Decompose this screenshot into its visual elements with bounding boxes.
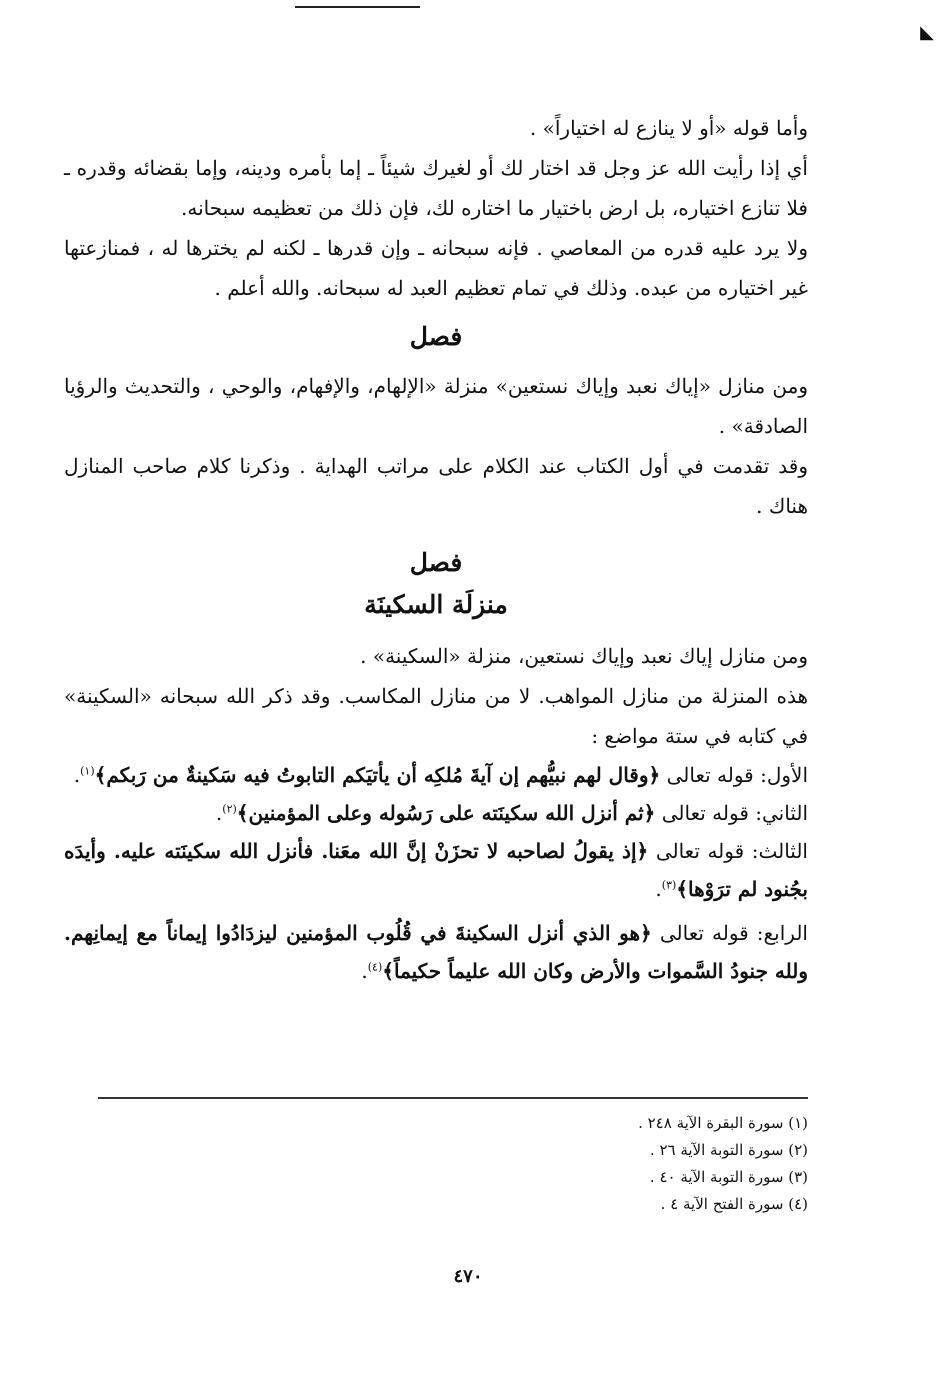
verse-intro: الرابع: قوله تعالى bbox=[651, 921, 808, 945]
footnote-ref: (٣) bbox=[661, 878, 677, 892]
verse-end: . bbox=[655, 877, 662, 901]
verse-quote: ﴿إذ يقولُ لصاحبه لا تحزَنْ إنَّ الله معَنا. فأنزل الله سكينَته عليه. وأيدَه بجُنود لم ترَوْها﴾ bbox=[64, 839, 808, 901]
top-rule bbox=[295, 6, 420, 8]
verse-item bbox=[64, 794, 808, 832]
paragraph: ولا يرد عليه قدره من المعاصي . فإنه سبحانه ـ وإن قدرها ـ لكنه لم يخترها له ، فمنازعتها غير اختياره من عبده. وذلك في تمام تعظيم العبد له سبحانه. والله أعلم . bbox=[64, 236, 808, 300]
verse-quote: ﴿ثم أنزل الله سكينَته على رَسُوله وعلى المؤمنين﴾ bbox=[236, 801, 656, 825]
verse-intro: الثاني: قوله تعالى bbox=[655, 801, 808, 825]
verse-intro: الأول: قوله تعالى bbox=[660, 763, 808, 787]
corner-mark: ◣ bbox=[920, 22, 934, 43]
paragraph: وقد تقدمت في أول الكتاب عند الكلام على مراتب الهداية . وذكرنا كلام صاحب المنازل هناك . bbox=[64, 454, 808, 518]
paragraph: وأما قوله «أو لا ينازع له اختياراً» . bbox=[529, 116, 808, 140]
page-number: ٤٧٠ bbox=[453, 1266, 483, 1287]
section-title: منزلَة السكينَة bbox=[364, 590, 508, 619]
footnote-item: (٣) سورة التوبة الآية ٤٠ . bbox=[649, 1168, 808, 1186]
verse-end: . bbox=[215, 801, 223, 825]
verse-quote: ﴿هو الذي أنزل السكينةَ في قُلُوب المؤمنين ليزدَادُوا إيماناً مع إيمانِهم. ولله جنودُ السَّموات والأرض وكان الله عليماً حكيماً﴾ bbox=[64, 921, 808, 983]
paragraph: هذه المنزلة من منازل المواهب. لا من منازل المكاسب. وقد ذكر الله سبحانه «السكينة» في كتابه في ستة مواضع : bbox=[64, 684, 808, 748]
verse-item bbox=[64, 914, 808, 990]
section-heading: فصل bbox=[409, 548, 463, 577]
verse-quote: ﴿وقال لهم نبيُّهم إن آيةَ مُلكِه أن يأتيَكم التابوتُ فيه سَكينةٌ من رَبكم﴾ bbox=[94, 763, 661, 787]
footnote-ref: (٢) bbox=[222, 802, 237, 816]
section-heading: فصل bbox=[409, 322, 463, 351]
paragraph: ومن منازل «إياك نعبد وإياك نستعين» منزلة «الإلهام، والإفهام، والوحي ، والتحديث والرؤيا الصادقة» . bbox=[64, 374, 808, 438]
footnote-separator bbox=[98, 1097, 808, 1099]
verse-item bbox=[64, 832, 808, 908]
paragraph: ومن منازل إياك نعبد وإياك نستعين، منزلة «السكينة» . bbox=[360, 644, 808, 668]
page-body bbox=[64, 108, 808, 990]
verse-intro: الثالث: قوله تعالى bbox=[648, 839, 808, 863]
footnote-item: (١) سورة البقرة الآية ٢٤٨ . bbox=[638, 1114, 808, 1132]
footnote-ref: (١) bbox=[80, 764, 95, 778]
footnote-item: (٢) سورة التوبة الآية ٢٦ . bbox=[649, 1141, 808, 1159]
verse-end: . bbox=[361, 959, 368, 983]
footnote-ref: (٤) bbox=[367, 960, 383, 974]
verse-item bbox=[64, 756, 808, 794]
paragraph: أي إذا رأيت الله عز وجل قد اختار لك أو لغيرك شيئاً ـ إما بأمره ودينه، وإما بقضائه وقدره ـ فلا تنازع اختياره، بل ارض باختيار ما اختاره لك، فإن ذلك من تعظيمه سبحانه. bbox=[64, 156, 808, 220]
verse-end: . bbox=[73, 763, 81, 787]
footnotes bbox=[548, 1110, 808, 1218]
footnote-item: (٤) سورة الفتح الآية ٤ . bbox=[660, 1195, 808, 1213]
